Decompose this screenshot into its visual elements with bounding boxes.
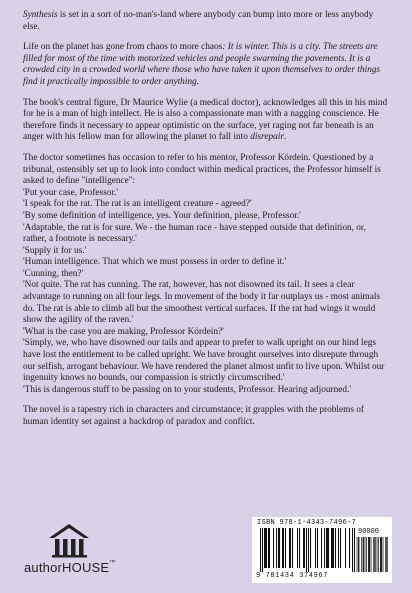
isbn-label: ISBN 978-1-4343-7496-7 [257, 519, 357, 527]
text-run: The book's central figure, Dr Maurice Wylie (a medical doctor), acknowledges all this in his mind for he is a man of high intellect. He is also a compassionate man with a nagging conscience. He therefore finds it necessary to appear optimistic on the surface, yet raging not far beneath is an anger with his fellow man for allowing the planet to fall into [23, 97, 388, 143]
addon-bar [377, 537, 378, 572]
text-run: The novel is a tapestry rich in characters and circumstance; it grapples with the problems of human identity set against a backdrop of paradox and conflict. [23, 405, 365, 427]
italic-text-run: Synthesis [23, 10, 58, 20]
text-run: is set in a sort of no-man's-land where anybody can bump into more or less anybody else. [23, 10, 374, 32]
addon-bar [357, 537, 358, 572]
barcode-bar [338, 528, 339, 568]
publisher-logo [24, 522, 124, 582]
addon-bar [385, 537, 386, 572]
barcode-bar [317, 528, 318, 568]
addon-bar [380, 537, 381, 572]
barcode-bar [349, 528, 350, 568]
barcode-bar [332, 528, 333, 568]
barcode-bar [264, 528, 265, 568]
isbn-barcode [252, 517, 392, 583]
barcode-bar [266, 528, 267, 568]
barcode-bar [306, 528, 307, 572]
barcode-bar [268, 528, 269, 568]
barcode-bar [273, 528, 274, 568]
dialogue-line: 'I speak for the rat. The rat is an intelligent creature - agreed?' [23, 199, 252, 210]
barcode-bar [308, 528, 309, 572]
addon-bar [375, 537, 376, 572]
barcode-bar [310, 528, 311, 568]
barcode-bar [315, 528, 316, 568]
barcode-bar [335, 528, 336, 568]
paragraph-central-figure [23, 98, 391, 144]
dialogue-line: 'Put your case, Professor.' [23, 187, 119, 198]
addon-bar [371, 537, 372, 572]
barcode-bar [340, 528, 341, 568]
paragraph-closing [23, 405, 391, 428]
barcode-bar [265, 528, 266, 568]
addon-bar [366, 537, 367, 572]
paragraph-intro [23, 10, 391, 33]
addon-bar [363, 537, 364, 572]
price-code: 90000 [358, 528, 380, 536]
barcode-bar [285, 528, 286, 568]
text-run: The doctor sometimes has occasion to refer to his mentor, Professor Kördein. Questioned by a tribunal, ostensibly set up to look into conduct within medical practices, the Professor himself is asked to define "intelligence": [23, 152, 381, 187]
barcode-bar [282, 528, 283, 568]
addon-bar [383, 537, 384, 572]
ean-barcode-bars [260, 528, 355, 572]
back-cover-blurb [23, 10, 391, 438]
barcode-bar [278, 528, 279, 568]
dialogue-line: 'Adaptable, the rat is for sure. We - the human race - have stepped outside that definition, or, rather, a footnote is necessary.' [23, 222, 366, 245]
addon-bar [361, 537, 362, 572]
italic-text-run: : It is winter. This is a city. The streets are filled for most of the time with motorized vehicles and people swarming the pavements. It is a crowded city in a crowded world where those who have taken it upon themselves to order things find it practically impossible to order anything. [23, 42, 381, 87]
addon-bar [358, 537, 359, 572]
barcode-bar [333, 528, 334, 568]
house-columns-icon [46, 522, 92, 558]
dialogue-line: 'Cunning, then?' [23, 268, 84, 279]
barcode-bar [289, 528, 290, 568]
italic-text-run: disrepair [250, 132, 284, 143]
addon-barcode-bars [356, 537, 388, 572]
barcode-bar [276, 528, 277, 568]
tribunal-dialogue [23, 188, 391, 397]
barcode-bar [299, 528, 300, 568]
dialogue-line: 'This is dangerous stuff to be passing on to your students, Professor. Hearing adjourned.' [23, 384, 352, 395]
barcode-bar [354, 528, 355, 572]
addon-bar [386, 537, 387, 572]
barcode-bar [326, 528, 327, 568]
dialogue-line: 'By some definition of intelligence, yes. Your definition, please, Professor.' [23, 210, 301, 221]
addon-bar [378, 537, 379, 572]
barcode-bar [327, 528, 328, 568]
dialogue-line: 'Not quite. The rat has cunning. The rat, however, has not disowned its tail. It sees a clear advantage to running on all four legs. In movement of the body it far outplays us - most animals do. The rat is able to climb all but the smoothest vertical surfaces. If the rat had wings it would show the agility of the raven.' [23, 280, 381, 326]
barcode-bar [345, 528, 346, 568]
dialogue-line: 'Supply it for us.' [23, 245, 87, 256]
barcode-digits: 9 781434 374967 [256, 572, 329, 580]
addon-bar [369, 537, 370, 572]
addon-bar [363, 537, 364, 572]
paragraph-setting [23, 42, 391, 88]
barcode-bar [279, 528, 280, 568]
dialogue-line: 'Simply, we, who have disowned our tails and appear to prefer to walk upright on our hind legs have lost the entitlement to be called upright. We have brought ourselves into disrepute through our selfish, arrogant behaviour. We have rendered the planet almost unfit to live upon. Whilst our ingenuity knows no bounds, our compassion is strictly circumscribed.' [23, 338, 385, 384]
barcode-bar [262, 528, 263, 572]
text-run: Life on the planet has gone from chaos to more chaos [23, 42, 223, 53]
addon-bar [381, 537, 382, 572]
dialogue-line: 'What is the case you are making, Professor Kördein?' [23, 326, 224, 337]
addon-bar [374, 537, 375, 572]
addon-bar [373, 537, 374, 572]
dialogue-line: 'Human intelligence. That which we must possess in order to define it.' [23, 257, 287, 268]
barcode-bar [328, 528, 329, 568]
barcode-bar [292, 528, 293, 568]
barcode-bar [352, 528, 353, 572]
addon-bar [387, 537, 388, 572]
barcode-bar [304, 528, 305, 568]
addon-bar [365, 537, 366, 572]
barcode-bar [324, 528, 325, 568]
barcode-bar [269, 528, 270, 568]
addon-bar [359, 537, 360, 572]
addon-bar [368, 537, 369, 572]
addon-bar [381, 537, 382, 572]
barcode-bar [283, 528, 284, 568]
paragraph-mentor [23, 153, 391, 188]
barcode-bar [297, 528, 298, 568]
barcode-bar [331, 528, 332, 568]
text-run: . [283, 132, 287, 143]
barcode-bar [303, 528, 304, 568]
barcode-bar [321, 528, 322, 568]
addon-bar [369, 537, 370, 572]
barcode-bar [290, 528, 291, 568]
barcode-bar [260, 528, 261, 572]
publisher-name: authorHOUSE™ [24, 560, 116, 575]
